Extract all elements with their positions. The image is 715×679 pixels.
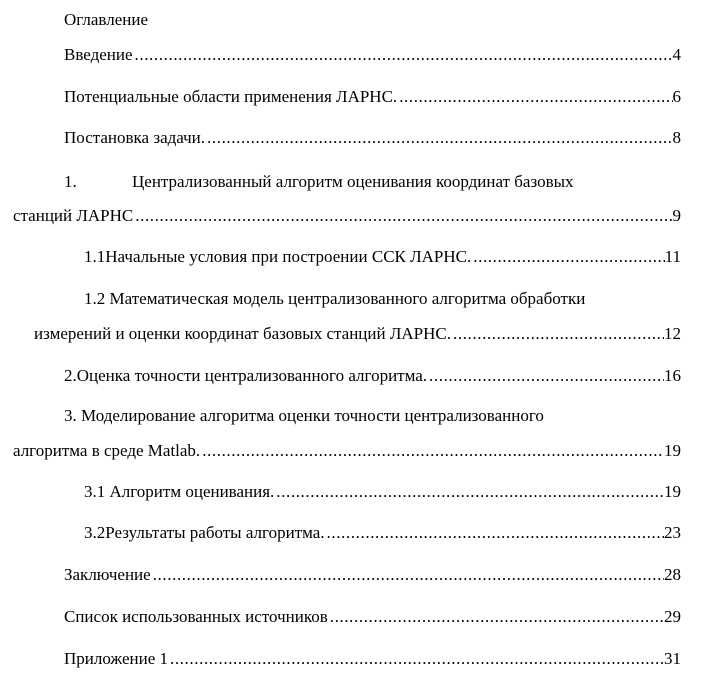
toc-entry-1-line2[interactable] xyxy=(13,206,681,226)
toc-entry-introduction[interactable] xyxy=(64,45,681,65)
toc-entry-2[interactable] xyxy=(64,366,681,386)
toc-entry-page: 6 xyxy=(672,87,681,106)
toc-entry-label: Заключение xyxy=(64,565,151,584)
toc-entry-label: Постановка задачи. xyxy=(64,128,206,147)
dot-leader xyxy=(325,523,664,543)
toc-entry-page: 4 xyxy=(672,45,681,64)
toc-entry-label: Результаты работы алгоритма. xyxy=(105,523,325,542)
toc-entry-page: 31 xyxy=(664,649,681,668)
toc-entry-label: измерений и оценки координат базовых станций ЛАРНС. xyxy=(34,324,451,343)
dot-leader xyxy=(328,607,664,627)
toc-entry-label: алгоритма в среде Matlab. xyxy=(13,441,201,460)
toc-entry-page: 8 xyxy=(672,128,681,147)
toc-entry-label: Начальные условия при построении ССК ЛАРНС. xyxy=(105,247,472,266)
toc-entry-3-2[interactable] xyxy=(84,523,681,543)
toc-entry-page: 12 xyxy=(664,324,681,343)
dot-leader xyxy=(451,324,664,344)
toc-entry-page: 19 xyxy=(664,441,681,460)
dot-leader xyxy=(205,128,672,148)
dot-leader xyxy=(427,366,664,386)
toc-entry-label: станций ЛАРНС xyxy=(13,206,134,225)
toc-entry-page: 16 xyxy=(664,366,681,385)
toc-entry-3-1[interactable] xyxy=(84,482,681,502)
toc-entry-page: 11 xyxy=(664,247,681,266)
toc-entry-1-2-line2[interactable] xyxy=(34,324,681,344)
toc-entry-3-line2[interactable] xyxy=(13,441,681,461)
dot-leader xyxy=(151,565,664,585)
toc-entry-applications[interactable] xyxy=(64,87,681,107)
toc-entry-number: 1.1 xyxy=(84,247,106,266)
toc-entry-label: Централизованный алгоритм оценивания координат базовых xyxy=(132,172,574,191)
toc-entry-1-2-line1[interactable]: 1.2 Математическая модель централизованного алгоритма обработки xyxy=(84,289,586,308)
dot-leader xyxy=(168,649,664,669)
toc-entry-page: 19 xyxy=(664,482,681,501)
toc-entry-references[interactable] xyxy=(64,607,681,627)
toc-entry-1-line1[interactable] xyxy=(64,172,574,192)
dot-leader xyxy=(133,45,673,65)
toc-entry-number: 2. xyxy=(64,366,77,385)
toc-entry-appendix-1[interactable] xyxy=(64,649,681,669)
toc-entry-3-line1[interactable]: 3. Моделирование алгоритма оценки точности централизованного xyxy=(64,406,544,425)
toc-entry-page: 9 xyxy=(672,206,681,225)
dot-leader xyxy=(274,482,664,502)
toc-entry-page: 23 xyxy=(664,523,681,542)
dot-leader xyxy=(200,441,664,461)
dot-leader xyxy=(133,206,672,226)
toc-entry-page: 28 xyxy=(664,565,681,584)
toc-entry-problem-statement[interactable] xyxy=(64,128,681,148)
toc-entry-number: 3.2 xyxy=(84,523,106,542)
dot-leader xyxy=(471,247,664,267)
toc-entry-page: 29 xyxy=(664,607,681,626)
toc-entry-1-1[interactable] xyxy=(84,247,681,267)
toc-heading: Оглавление xyxy=(64,10,148,29)
toc-entry-conclusion[interactable] xyxy=(64,565,681,585)
toc-entry-label: Введение xyxy=(64,45,133,64)
toc-entry-label: Потенциальные области применения ЛАРНС. xyxy=(64,87,398,106)
toc-entry-label: 3.1 Алгоритм оценивания. xyxy=(84,482,275,501)
toc-entry-label: Оценка точности централизованного алгоритма. xyxy=(76,366,428,385)
toc-entry-number: 1. xyxy=(64,172,77,191)
toc-entry-label: Список использованных источников xyxy=(64,607,328,626)
dot-leader xyxy=(397,87,672,107)
toc-entry-label: Приложение 1 xyxy=(64,649,168,668)
